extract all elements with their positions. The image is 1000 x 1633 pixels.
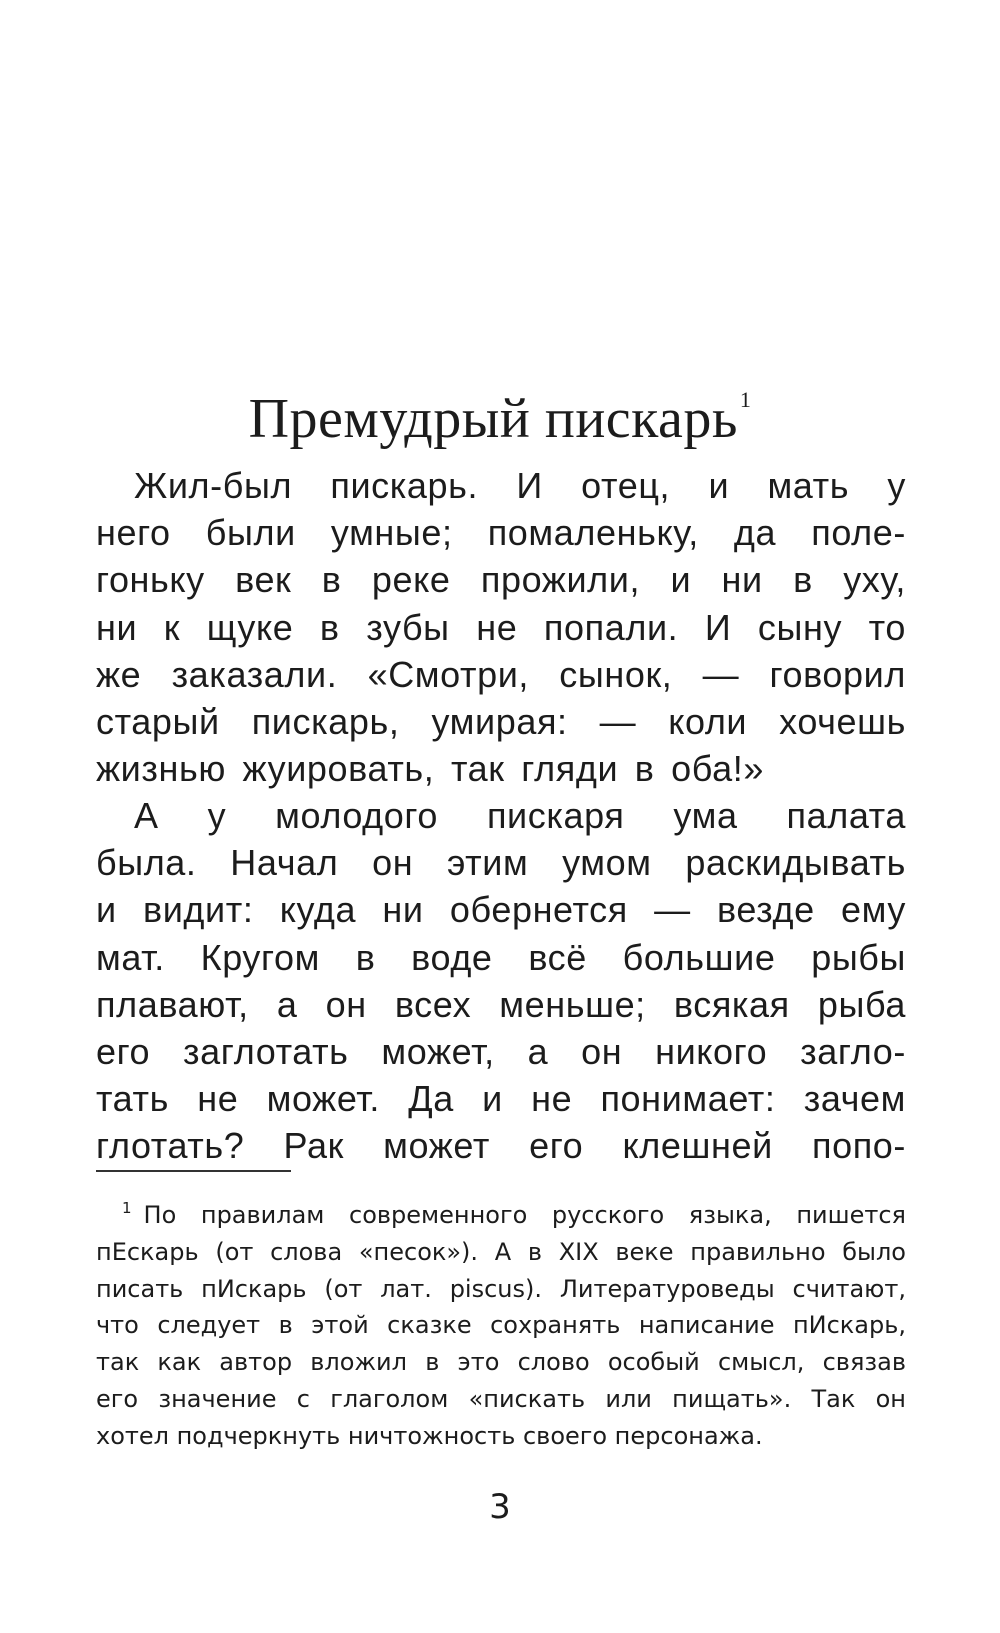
- footnote-line: его значение с глаголом «пискать или пищать». Так он: [96, 1384, 906, 1413]
- text-line: же заказали. «Смотри, сынок, — говорил: [96, 653, 906, 695]
- page-title: [0, 368, 1000, 451]
- text-line: Жил-был пискарь. И отец, и мать у: [134, 465, 906, 506]
- page-number: 3: [489, 1487, 511, 1527]
- text-line: его заглотать может, а он никого загло-: [96, 1031, 906, 1073]
- text-line: и видит: куда ни обернется — везде ему: [96, 889, 906, 931]
- footnote-line: писать пИскарь (от лат. piscus). Литературоведы считают,: [96, 1274, 906, 1303]
- paragraph-2: [96, 792, 906, 1170]
- text-line: А у молодого пискаря ума палата: [134, 795, 906, 836]
- text-line: старый пискарь, умирая: — коли хочешь: [96, 701, 906, 743]
- footnote-line: хотел подчеркнуть ничтожность своего персонажа.: [96, 1421, 763, 1450]
- footnote-mark: 1: [122, 1199, 132, 1217]
- text-line: ни к щуке в зубы не попали. И сыну то: [96, 606, 906, 648]
- title-footnote-ref: 1: [739, 387, 752, 412]
- paragraph-1: [96, 462, 906, 792]
- footnote-line: [96, 1190, 906, 1234]
- text-line: глотать? Рак может его клешней попо-: [96, 1125, 906, 1167]
- footnote-line: так как автор вложил в это слово особый смысл, связав: [96, 1348, 906, 1377]
- footnote: [96, 1190, 906, 1455]
- text-line: плавают, а он всех меньше; всякая рыба: [96, 983, 906, 1025]
- footnote-line: что следует в этой сказке сохранять написание пИскарь,: [96, 1311, 906, 1340]
- text-line: него были умные; помаленьку, да поле-: [96, 512, 906, 554]
- text-line: жизнью жуировать, так гляди в оба!»: [96, 748, 764, 790]
- footnote-divider: [96, 1170, 291, 1172]
- footnote-line-text: По правилам современного русского языка, пишется: [143, 1201, 906, 1229]
- footnote-line: пЕскарь (от слова «песок»). А в XIX веке правильно было: [96, 1237, 906, 1266]
- text-line: мат. Кругом в воде всё большие рыбы: [96, 936, 906, 978]
- title-text: Премудрый пискарь: [248, 388, 738, 450]
- text-line: гоньку век в реке прожили, и ни в уху,: [96, 559, 906, 601]
- text-line: тать не может. Да и не понимает: зачем: [96, 1078, 906, 1120]
- text-line: была. Начал он этим умом раскидывать: [96, 842, 906, 884]
